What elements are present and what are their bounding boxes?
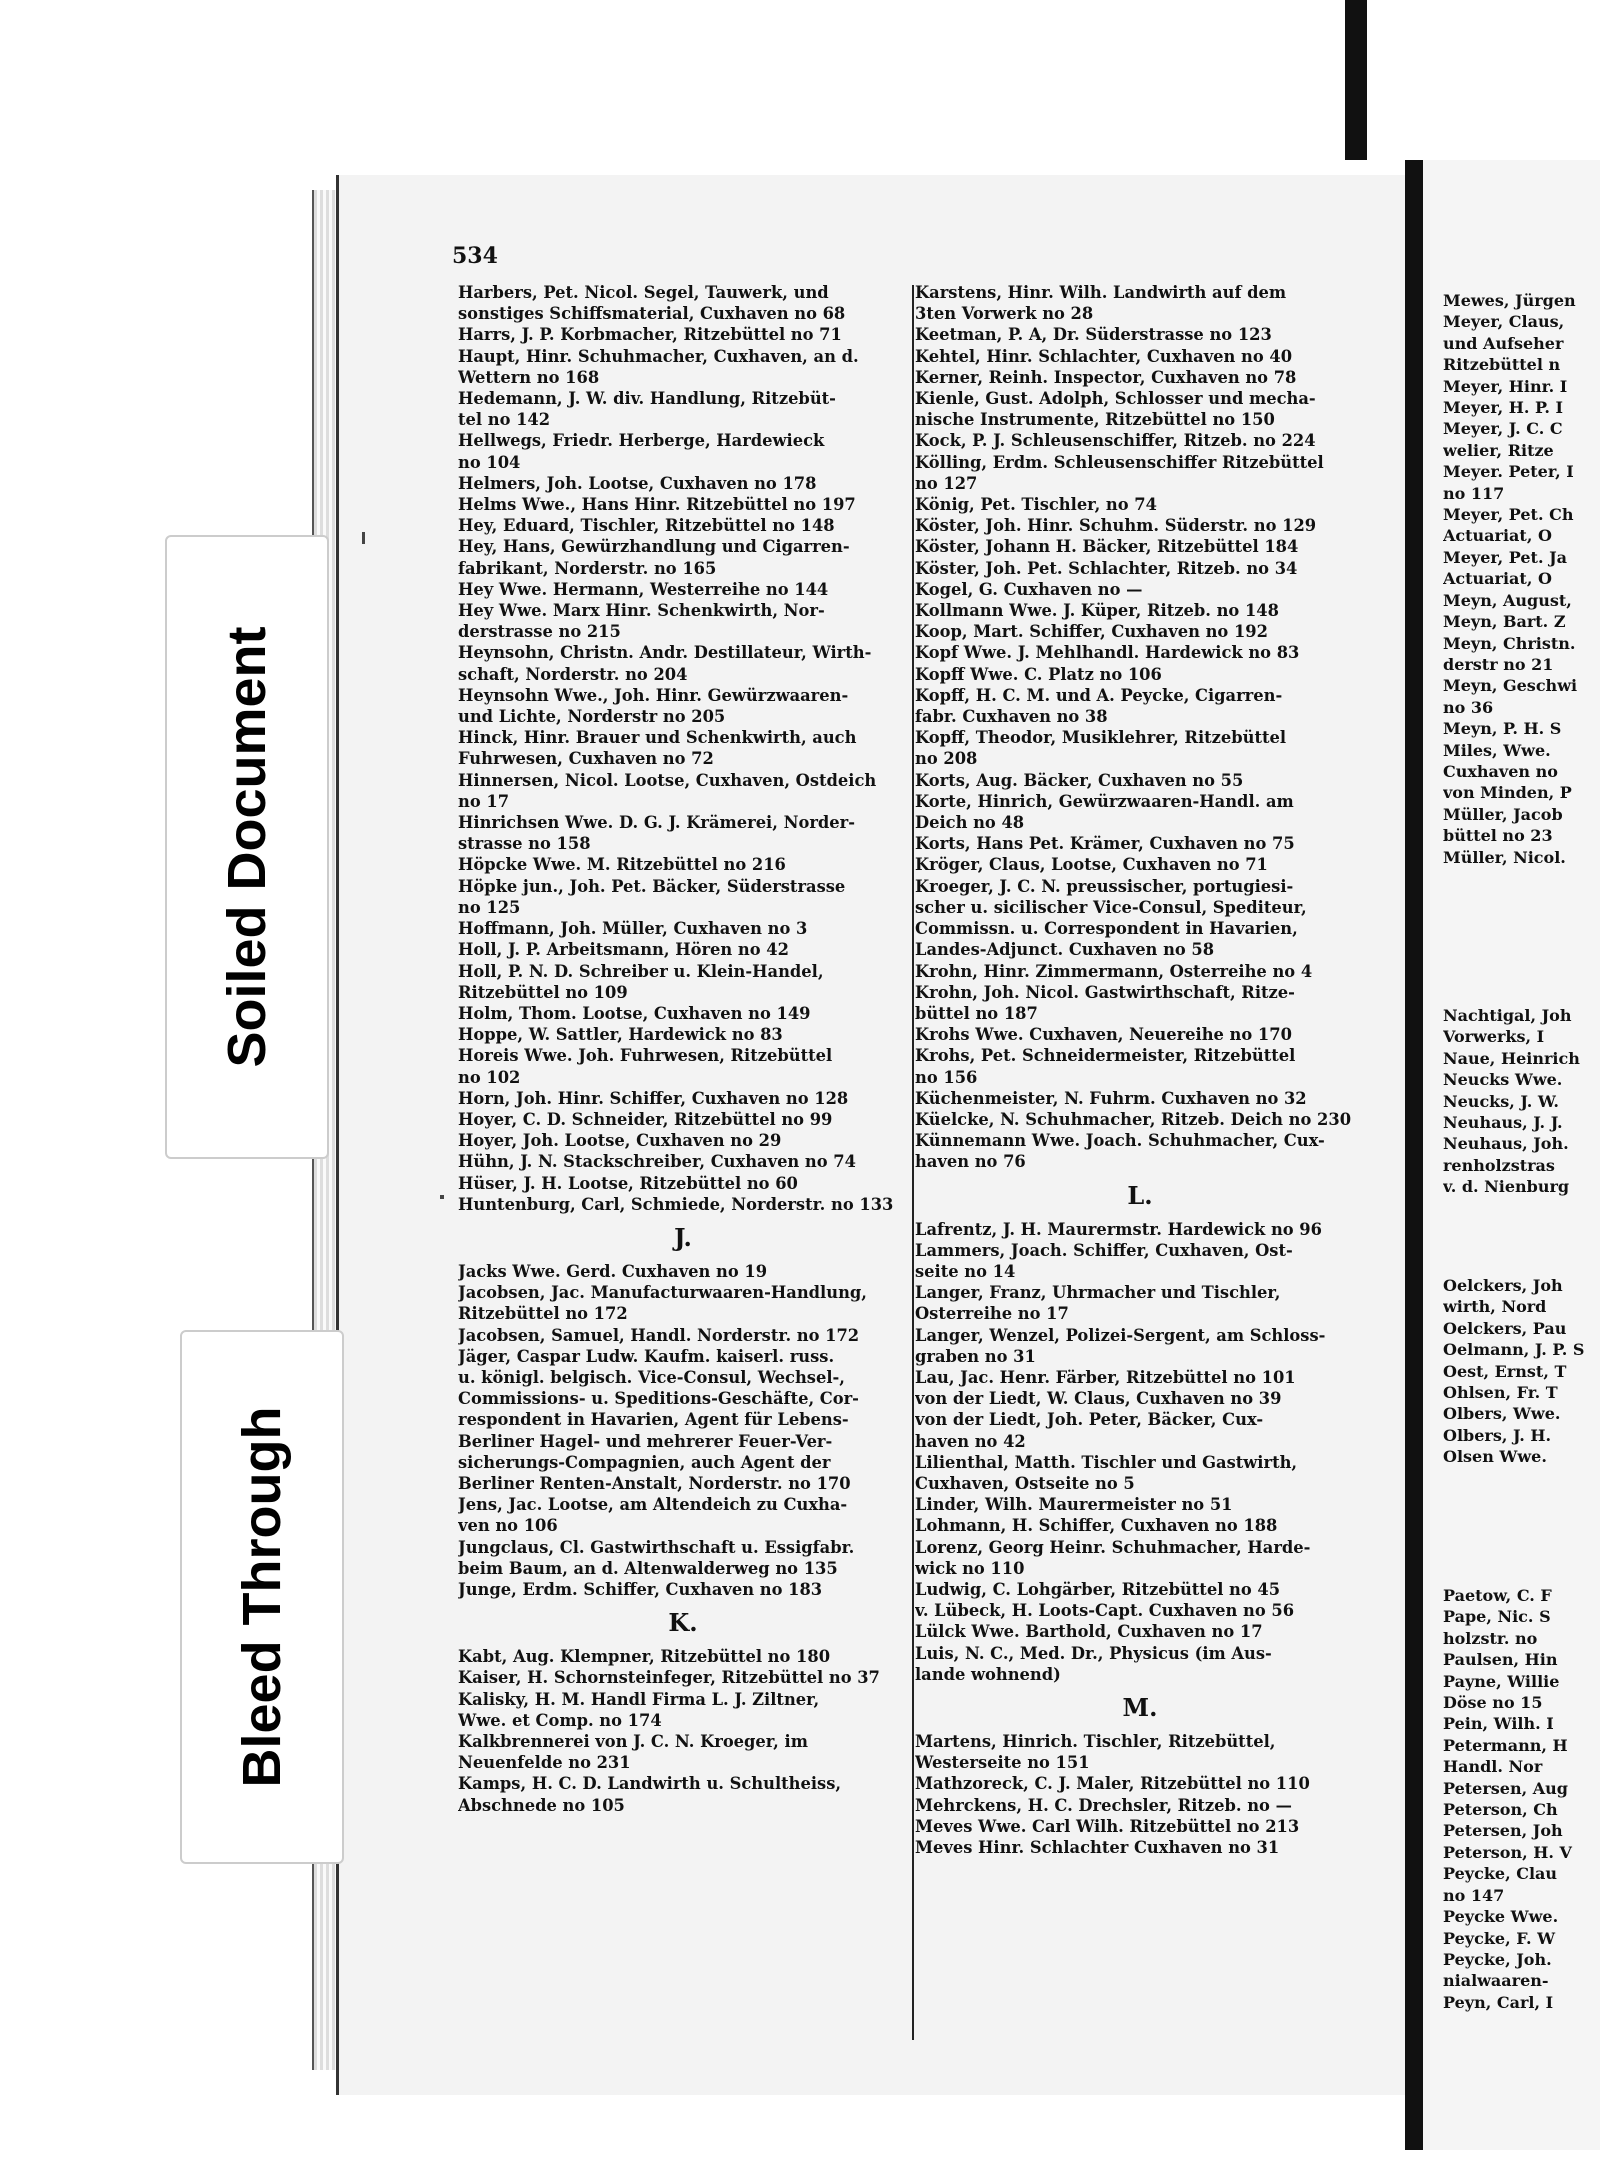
directory-entry: Kaiser, H. Schornsteinfeger, Ritzebüttel no 37 [458, 1668, 880, 1688]
directory-entry: Kerner, Reinh. Inspector, Cuxhaven no 78 [915, 367, 1297, 387]
directory-entry: Jacobsen, Samuel, Handl. Norderstr. no 172 [458, 1325, 860, 1345]
directory-entry: Kogel, G. Cuxhaven no — [915, 579, 1143, 599]
directory-entry: Berliner Renten-Anstalt, Norderstr. no 170 [458, 1473, 851, 1493]
directory-entry: Petermann, H [1443, 1735, 1568, 1755]
directory-entry: Kopff, Theodor, Musiklehrer, Ritzebüttel [915, 728, 1287, 748]
next-page-block-o [1443, 1275, 1600, 1468]
directory-entry: Mathzoreck, C. J. Maler, Ritzebüttel no 110 [915, 1774, 1310, 1794]
directory-entry: Kopff Wwe. C. Platz no 106 [915, 664, 1162, 684]
directory-entry: Actuariat, O [1443, 526, 1552, 546]
directory-entry: no 102 [458, 1067, 521, 1087]
directory-entry: Payne, Willie [1443, 1671, 1560, 1691]
directory-entry: Naue, Heinrich [1443, 1048, 1580, 1068]
directory-entry: renholzstras [1443, 1155, 1555, 1175]
directory-entry: seite no 14 [915, 1261, 1016, 1281]
directory-entry: Meyn, Bart. Z [1443, 612, 1566, 632]
directory-entry: lande wohnend) [915, 1664, 1061, 1684]
directory-entry: Peycke, Joh. [1443, 1949, 1552, 1969]
directory-entry: Wwe. et Comp. no 174 [458, 1710, 662, 1730]
directory-entry: von der Liedt, Joh. Peter, Bäcker, Cux- [915, 1410, 1264, 1430]
directory-entry: Petersen, Aug [1443, 1778, 1568, 1798]
directory-entry: Jäger, Caspar Ludw. Kaufm. kaiserl. russ. [458, 1346, 835, 1366]
directory-entry: Huntenburg, Carl, Schmiede, Norderstr. no 133 [458, 1194, 894, 1214]
directory-entry: Linder, Wilh. Maurermeister no 51 [915, 1495, 1233, 1515]
directory-entry: Kollmann Wwe. J. Küper, Ritzeb. no 148 [915, 601, 1279, 621]
directory-entry: Peycke Wwe. [1443, 1907, 1559, 1927]
directory-entry: Kabt, Aug. Klempner, Ritzebüttel no 180 [458, 1647, 831, 1667]
section-letter: M. [1122, 1693, 1158, 1722]
directory-entry: Meves Hinr. Schlachter Cuxhaven no 31 [915, 1838, 1280, 1858]
directory-entry: Kröger, Claus, Lootse, Cuxhaven no 71 [915, 855, 1268, 875]
directory-entry: Kölling, Erdm. Schleusenschiffer Ritzebüttel [915, 452, 1324, 472]
directory-entry: Hoyer, C. D. Schneider, Ritzebüttel no 99 [458, 1109, 833, 1129]
directory-entry: Meyn, P. H. S [1443, 719, 1562, 739]
directory-entry: Heynsohn Wwe., Joh. Hinr. Gewürzwaaren- [458, 685, 849, 705]
directory-entry: Lülck Wwe. Barthold, Cuxhaven no 17 [915, 1622, 1263, 1642]
directory-entry: Langer, Wenzel, Polizei-Sergent, am Schloss- [915, 1325, 1326, 1345]
directory-entry: Neucks Wwe. [1443, 1070, 1563, 1090]
directory-entry: Kock, P. J. Schleusenschiffer, Ritzeb. no 224 [915, 431, 1316, 451]
directory-entry: Meyn, Christn. [1443, 633, 1576, 653]
directory-entry: Pape, Nic. S [1443, 1607, 1551, 1627]
directory-entry: Lohmann, H. Schiffer, Cuxhaven no 188 [915, 1516, 1278, 1536]
directory-entry: Korte, Hinrich, Gewürzwaaren-Handl. am [915, 791, 1294, 811]
directory-entry: Hey Wwe. Marx Hinr. Schenkwirth, Nor- [458, 601, 825, 621]
directory-entry: Westerseite no 151 [915, 1753, 1090, 1773]
directory-entry: Peterson, Ch [1443, 1800, 1558, 1820]
directory-entry: und Aufseher [1443, 333, 1564, 353]
directory-entry: Müller, Nicol. [1443, 847, 1566, 867]
directory-entry: Kopff, H. C. M. und A. Peycke, Cigarren- [915, 685, 1283, 705]
directory-entry: Kamps, H. C. D. Landwirth u. Schultheiss, [458, 1774, 842, 1794]
directory-entry: Actuariat, O [1443, 569, 1552, 589]
next-page-fragment [1423, 160, 1600, 2150]
directory-entry: tel no 142 [458, 410, 551, 430]
directory-entry: Ohlsen, Fr. T [1443, 1383, 1558, 1403]
directory-entry: und Lichte, Norderstr no 205 [458, 707, 726, 727]
directory-entry: no 147 [1443, 1885, 1505, 1905]
directory-entry: Karstens, Hinr. Wilh. Landwirth auf dem [915, 283, 1287, 302]
directory-entry: Meyer, H. P. I [1443, 398, 1564, 418]
directory-entry: Olbers, J. H. [1443, 1425, 1552, 1445]
scan-bar [1345, 0, 1367, 160]
directory-entry: no 104 [458, 452, 521, 472]
directory-entry: Hinnersen, Nicol. Lootse, Cuxhaven, Ostdeich [458, 770, 877, 790]
directory-entry: Junge, Erdm. Schiffer, Cuxhaven no 183 [458, 1579, 823, 1599]
directory-entry: Neucks, J. W. [1443, 1091, 1559, 1111]
directory-entry: Kalkbrennerei von J. C. N. Kroeger, im [458, 1732, 808, 1751]
directory-entry: Meves Wwe. Carl Wilh. Ritzebüttel no 213 [915, 1816, 1300, 1836]
directory-entry: Kienle, Gust. Adolph, Schlosser und mecha- [915, 389, 1316, 409]
directory-entry: fabr. Cuxhaven no 38 [915, 707, 1108, 727]
directory-entry: Berliner Hagel- und mehrerer Feuer-Ver- [458, 1431, 833, 1451]
directory-entry: respondent in Havarien, Agent für Lebens- [458, 1410, 849, 1430]
directory-entry: Küchenmeister, N. Fuhrm. Cuxhaven no 32 [915, 1088, 1307, 1108]
bleed-through-tab [180, 1330, 344, 1864]
directory-entry: strasse no 158 [458, 834, 591, 854]
directory-entry: Landes-Adjunct. Cuxhaven no 58 [915, 940, 1215, 960]
directory-entry: Ludwig, C. Lohgärber, Ritzebüttel no 45 [915, 1579, 1281, 1599]
directory-entry: nialwaaren- [1443, 1971, 1549, 1991]
directory-entry: holzstr. no [1443, 1628, 1538, 1648]
page-number: 534 [452, 243, 498, 269]
directory-entry: Neuenfelde no 231 [458, 1753, 631, 1773]
directory-entry: Köster, Joh. Hinr. Schuhm. Süderstr. no 129 [915, 516, 1317, 536]
directory-entry: wirth, Nord [1443, 1297, 1547, 1317]
directory-entry: Petersen, Joh [1443, 1821, 1563, 1841]
directory-entry: Jungclaus, Cl. Gastwirthschaft u. Essigfabr. [458, 1537, 855, 1557]
directory-entry: Korts, Aug. Bäcker, Cuxhaven no 55 [915, 770, 1244, 790]
directory-entry: Holl, J. P. Arbeitsmann, Hören no 42 [458, 940, 789, 960]
directory-entry: derstrasse no 215 [458, 622, 621, 642]
section-letter: K. [668, 1608, 698, 1638]
directory-entry: Wettern no 168 [458, 367, 600, 387]
directory-entry: Heynsohn, Christn. Andr. Destillateur, Wirth- [458, 643, 872, 663]
directory-entry: von der Liedt, W. Claus, Cuxhaven no 39 [915, 1389, 1282, 1409]
directory-entry: 3ten Vorwerk no 28 [915, 304, 1094, 324]
directory-entry: Paetow, C. F [1443, 1586, 1552, 1605]
directory-entry: fabrikant, Norderstr. no 165 [458, 558, 717, 578]
directory-entry: no 117 [1443, 483, 1505, 503]
directory-entry: haven no 76 [915, 1152, 1026, 1172]
directory-entry: Meyer, Pet. Ja [1443, 547, 1568, 567]
directory-entry: Jacobsen, Jac. Manufacturwaaren-Handlung, [458, 1283, 867, 1303]
directory-entry: Cuxhaven, Ostseite no 5 [915, 1473, 1135, 1493]
directory-entry: Oest, Ernst, T [1443, 1361, 1567, 1381]
directory-entry: v. d. Nienburg [1443, 1177, 1570, 1197]
directory-entry: Hoyer, Joh. Lootse, Cuxhaven no 29 [458, 1131, 782, 1151]
directory-entry: Kalisky, H. M. Handl Firma L. J. Ziltner, [458, 1689, 820, 1709]
directory-entry: Holl, P. N. D. Schreiber u. Klein-Handel, [458, 961, 824, 981]
directory-entry: Oelckers, Pau [1443, 1318, 1567, 1338]
soiled-document-label: Soiled Document [217, 626, 277, 1068]
directory-entry: Krohs Wwe. Cuxhaven, Neuereihe no 170 [915, 1025, 1292, 1045]
directory-entry: Luis, N. C., Med. Dr., Physicus (im Aus- [915, 1643, 1272, 1663]
directory-entry: Lilienthal, Matth. Tischler und Gastwirth, [915, 1452, 1298, 1472]
directory-entry: no 156 [915, 1067, 978, 1087]
directory-entry: Höpke jun., Joh. Pet. Bäcker, Süderstrasse [458, 876, 846, 896]
directory-entry: Miles, Wwe. [1443, 740, 1551, 760]
directory-entry: Commissn. u. Correspondent in Havarien, [915, 919, 1298, 939]
directory-entry: Hey, Hans, Gewürzhandlung und Cigarren- [458, 537, 850, 557]
bleed-through-label: Bleed Through [232, 1406, 292, 1788]
directory-entry: Langer, Franz, Uhrmacher und Tischler, [915, 1283, 1281, 1303]
directory-entry: von Minden, P [1443, 783, 1572, 803]
directory-entry: sonstiges Schiffsmaterial, Cuxhaven no 68 [458, 304, 846, 324]
directory-entry: Oelmann, J. P. S [1443, 1340, 1585, 1360]
directory-entry: no 36 [1443, 697, 1494, 717]
directory-entry: Vorwerks, I [1443, 1027, 1545, 1047]
directory-entry: nische Instrumente, Ritzebüttel no 150 [915, 410, 1275, 430]
directory-entry: Hedemann, J. W. div. Handlung, Ritzebüt- [458, 389, 836, 409]
directory-entry: Lammers, Joach. Schiffer, Cuxhaven, Ost- [915, 1240, 1293, 1260]
directory-entry: derstr no 21 [1443, 654, 1554, 674]
next-page-block-n [1443, 1005, 1600, 1198]
directory-entry: Hey, Eduard, Tischler, Ritzebüttel no 148 [458, 516, 835, 536]
directory-entry: Pein, Wilh. I [1443, 1714, 1554, 1734]
directory-entry: Höpcke Wwe. M. Ritzebüttel no 216 [458, 855, 786, 875]
left-column [458, 282, 908, 1816]
directory-entry: Meyn, August, [1443, 590, 1572, 610]
directory-entry: Haupt, Hinr. Schuhmacher, Cuxhaven, an d. [458, 346, 859, 366]
directory-entry: beim Baum, an d. Altenwalderweg no 135 [458, 1558, 838, 1578]
directory-entry: Helmers, Joh. Lootse, Cuxhaven no 178 [458, 473, 817, 493]
directory-entry: Holm, Thom. Lootse, Cuxhaven no 149 [458, 1003, 811, 1023]
directory-entry: wick no 110 [915, 1558, 1025, 1578]
directory-entry: Krohs, Pet. Schneidermeister, Ritzebüttel [915, 1046, 1296, 1066]
directory-entry: Lorenz, Georg Heinr. Schuhmacher, Harde- [915, 1537, 1311, 1557]
directory-entry: Olsen Wwe. [1443, 1447, 1547, 1467]
directory-entry: u. königl. belgisch. Vice-Consul, Wechsel-, [458, 1367, 845, 1387]
directory-entry: Hinck, Hinr. Brauer und Schenkwirth, auch [458, 728, 857, 748]
directory-entry: Keetman, P. A, Dr. Süderstrasse no 123 [915, 325, 1272, 345]
directory-entry: Kopf Wwe. J. Mehlhandl. Hardewick no 83 [915, 643, 1300, 663]
directory-entry: Peterson, H. V [1443, 1842, 1572, 1862]
directory-entry: Neuhaus, Joh. [1443, 1134, 1569, 1154]
directory-entry: Meyer, Hinr. I [1443, 376, 1568, 396]
directory-entry: Krohn, Joh. Nicol. Gastwirthschaft, Ritze- [915, 982, 1295, 1002]
directory-entry: Künnemann Wwe. Joach. Schuhmacher, Cux- [915, 1131, 1325, 1151]
ink-speck [440, 1195, 444, 1199]
directory-entry: Hoffmann, Joh. Müller, Cuxhaven no 3 [458, 919, 808, 939]
directory-entry: Koop, Mart. Schiffer, Cuxhaven no 192 [915, 622, 1268, 642]
directory-entry: no 17 [458, 791, 510, 811]
directory-entry: Meyer, Claus, [1443, 312, 1565, 332]
directory-entry: Köster, Joh. Pet. Schlachter, Ritzeb. no 34 [915, 558, 1298, 578]
directory-entry: büttel no 187 [915, 1003, 1038, 1023]
directory-entry: Peycke, Clau [1443, 1864, 1558, 1884]
directory-entry: Harrs, J. P. Korbmacher, Ritzebüttel no 71 [458, 325, 842, 345]
directory-entry: Hellwegs, Friedr. Herberge, Hardewieck [458, 431, 825, 451]
directory-entry: Paulsen, Hin [1443, 1650, 1558, 1670]
directory-entry: graben no 31 [915, 1346, 1036, 1366]
directory-entry: Meyn, Geschwi [1443, 676, 1578, 696]
directory-entry: Döse no 15 [1443, 1693, 1543, 1713]
directory-entry: Meyer. Peter, I [1443, 462, 1574, 482]
directory-entry: Commissions- u. Speditions-Geschäfte, Cor- [458, 1389, 859, 1409]
directory-entry: scher u. sicilischer Vice-Consul, Spediteur, [915, 897, 1307, 917]
directory-entry: Oelckers, Joh [1443, 1276, 1563, 1295]
directory-entry: Martens, Hinrich. Tischler, Ritzebüttel, [915, 1732, 1276, 1751]
directory-entry: Horn, Joh. Hinr. Schiffer, Cuxhaven no 128 [458, 1088, 849, 1108]
directory-entry: Olbers, Wwe. [1443, 1404, 1561, 1424]
directory-entry: Ritzebüttel no 109 [458, 982, 628, 1002]
directory-entry: büttel no 23 [1443, 826, 1553, 846]
directory-entry: Osterreihe no 17 [915, 1304, 1069, 1324]
directory-entry: Horeis Wwe. Joh. Fuhrwesen, Ritzebüttel [458, 1046, 833, 1066]
directory-entry: no 125 [458, 897, 521, 917]
directory-entry: Kroeger, J. C. N. preussischer, portugiesi- [915, 876, 1294, 896]
directory-entry: Fuhrwesen, Cuxhaven no 72 [458, 749, 714, 769]
directory-entry: haven no 42 [915, 1431, 1026, 1451]
directory-entry: Mehrckens, H. C. Drechsler, Ritzeb. no — [915, 1795, 1292, 1815]
directory-entry: ven no 106 [458, 1516, 558, 1536]
directory-entry: Neuhaus, J. J. [1443, 1113, 1563, 1133]
directory-entry: Harbers, Pet. Nicol. Segel, Tauwerk, und [458, 283, 829, 302]
directory-entry: Jacks Wwe. Gerd. Cuxhaven no 19 [458, 1261, 768, 1281]
directory-entry: Lafrentz, J. H. Maurermstr. Hardewick no 96 [915, 1219, 1322, 1239]
directory-entry: Hüser, J. H. Lootse, Ritzebüttel no 60 [458, 1173, 798, 1193]
directory-entry: sicherungs-Compagnien, auch Agent der [458, 1452, 831, 1472]
next-page-block-m [1443, 290, 1600, 868]
directory-entry: no 208 [915, 749, 978, 769]
directory-entry: Meyer, Pet. Ch [1443, 505, 1574, 525]
directory-entry: Helms Wwe., Hans Hinr. Ritzebüttel no 197 [458, 495, 856, 515]
directory-entry: no 127 [915, 473, 978, 493]
directory-entry: Handl. Nor [1443, 1757, 1543, 1777]
ink-speck [362, 532, 365, 544]
column-divider [912, 285, 914, 2040]
directory-entry: Kehtel, Hinr. Schlachter, Cuxhaven no 40 [915, 346, 1293, 366]
directory-entry: Hey Wwe. Hermann, Westerreihe no 144 [458, 579, 829, 599]
directory-entry: Küelcke, N. Schuhmacher, Ritzeb. Deich no 230 [915, 1109, 1352, 1129]
directory-entry: schaft, Norderstr. no 204 [458, 664, 688, 684]
next-page-block-p [1443, 1585, 1600, 2013]
directory-entry: Peycke, F. W [1443, 1928, 1556, 1948]
directory-entry: Lau, Jac. Henr. Färber, Ritzebüttel no 101 [915, 1367, 1296, 1387]
right-column [915, 282, 1365, 1858]
directory-entry: König, Pet. Tischler, no 74 [915, 495, 1157, 515]
directory-entry: Peyn, Carl, I [1443, 1992, 1554, 2012]
directory-entry: Meyer, J. C. C [1443, 419, 1563, 439]
directory-entry: Jens, Jac. Lootse, am Altendeich zu Cuxha- [458, 1495, 848, 1515]
directory-entry: Nachtigal, Joh [1443, 1006, 1572, 1025]
directory-entry: Krohn, Hinr. Zimmermann, Osterreihe no 4 [915, 961, 1313, 981]
soiled-document-tab [165, 535, 329, 1159]
directory-entry: Korts, Hans Pet. Krämer, Cuxhaven no 75 [915, 834, 1295, 854]
section-letter: J. [674, 1222, 692, 1252]
directory-entry: Köster, Johann H. Bäcker, Ritzebüttel 184 [915, 537, 1299, 557]
section-letter: L. [1127, 1180, 1153, 1210]
directory-entry: Deich no 48 [915, 813, 1025, 833]
directory-entry: Hoppe, W. Sattler, Hardewick no 83 [458, 1025, 783, 1045]
directory-entry: Ritzebüttel n [1443, 355, 1561, 375]
directory-entry: Hinrichsen Wwe. D. G. J. Krämerei, Norder- [458, 813, 855, 833]
directory-entry: welier, Ritze [1443, 440, 1554, 460]
directory-entry: v. Lübeck, H. Loots-Capt. Cuxhaven no 56 [915, 1601, 1295, 1621]
directory-entry: Müller, Jacob [1443, 804, 1563, 824]
directory-entry: Hühn, J. N. Stackschreiber, Cuxhaven no 74 [458, 1152, 856, 1172]
directory-entry: Ritzebüttel no 172 [458, 1304, 628, 1324]
directory-entry: Cuxhaven no [1443, 761, 1558, 781]
book-gutter [1405, 160, 1423, 2150]
directory-entry: Abschnede no 105 [458, 1795, 625, 1815]
directory-entry: Mewes, Jürgen [1443, 291, 1576, 310]
